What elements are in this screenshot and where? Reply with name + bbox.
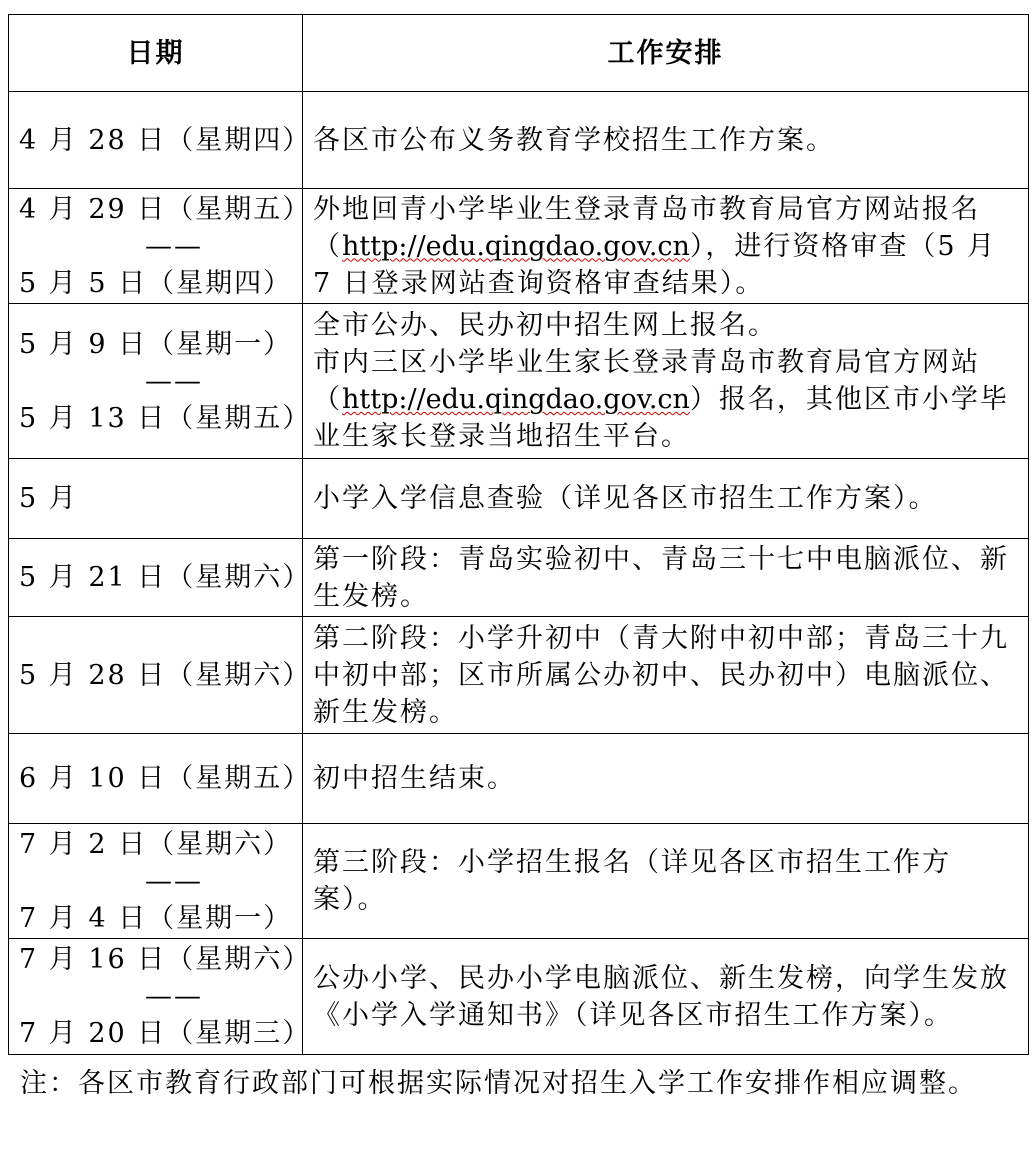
date-text: 5 月 21 日（星期六） <box>19 562 312 593</box>
date-cell <box>9 539 312 617</box>
arrangement-cell <box>303 189 1029 304</box>
arrangement-cell <box>303 939 1029 1055</box>
date-range-dash: —— <box>145 230 203 262</box>
date-start: 5 月 9 日（星期一） <box>19 328 293 360</box>
table-row <box>9 459 1029 539</box>
date-cell <box>9 92 312 189</box>
date-text: 6 月 10 日（星期五） <box>19 763 312 794</box>
table-row <box>9 92 1029 189</box>
date-cell <box>9 939 312 1055</box>
date-text: 5 月 <box>19 483 78 514</box>
header-date: 日期 <box>9 15 303 92</box>
website-url-link[interactable]: http://edu.qingdao.gov.cn <box>342 230 690 262</box>
arrangement-cell <box>303 304 1029 459</box>
date-cell <box>9 617 312 734</box>
table-row <box>9 189 1029 304</box>
date-end: 7 月 4 日（星期一） <box>19 902 293 934</box>
table-row <box>9 617 1029 734</box>
date-cell <box>9 189 312 304</box>
date-start: 7 月 2 日（星期六） <box>19 828 293 860</box>
arrangement-cell <box>303 539 1029 617</box>
arrangement-text: 第二阶段：小学升初中（青大附中初中部；青岛三十九中初中部；区市所属公办初中、民办初中）电脑派位、新生发榜。 <box>313 622 1009 728</box>
arrangement-cell <box>303 459 1029 539</box>
website-url-link[interactable]: http://edu.qingdao.gov.cn <box>342 384 690 415</box>
arrangement-text: 外地回青小学毕业生登录青岛市教育局官方网站报名 <box>313 193 980 225</box>
header-arrangement: 工作安排 <box>303 15 1029 92</box>
date-range-dash: —— <box>145 865 203 897</box>
date-cell <box>9 459 303 539</box>
arrangement-text: 第一阶段：青岛实验初中、青岛三十七中电脑派位、新生发榜。 <box>313 543 1009 612</box>
table-row <box>9 824 1029 939</box>
date-range-dash: —— <box>145 981 203 1012</box>
arrangement-text: ）报名，其他区市小学毕业生家长登录当地招生平台。 <box>313 384 1009 452</box>
date-end: 5 月 13 日（星期五） <box>19 402 312 434</box>
table-row <box>9 304 1029 459</box>
arrangement-cell <box>303 92 1029 189</box>
arrangement-text: ），进行资格审查（5 月 7 日登录网站查询资格审查结果）。 <box>313 230 997 299</box>
arrangement-text: 初中招生结束。 <box>313 763 516 794</box>
date-start: 4 月 29 日（星期五） <box>19 193 312 225</box>
date-cell <box>9 824 303 939</box>
date-cell <box>9 304 312 459</box>
arrangement-text: 第三阶段：小学招生报名（详见各区市招生工作方案）。 <box>313 847 951 915</box>
table-row <box>9 939 1029 1055</box>
date-start: 7 月 16 日（星期六） <box>19 944 312 975</box>
date-cell <box>9 734 312 824</box>
table-row <box>9 539 1029 617</box>
arrangement-text: （ <box>313 230 342 262</box>
date-end: 5 月 5 日（星期四） <box>19 267 293 299</box>
arrangement-text: 全市公办、民办初中招生网上报名。 <box>313 310 777 341</box>
arrangement-text: 公办小学、民办小学电脑派位、新生发榜，向学生发放《小学入学通知书》（详见各区市招生工作方案）。 <box>313 962 1009 1031</box>
date-text: 4 月 28 日（星期四） <box>19 124 312 156</box>
footnote: 注：各区市教育行政部门可根据实际情况对招生入学工作安排作相应调整。 <box>20 1068 977 1099</box>
table-row <box>9 734 1029 824</box>
arrangement-text: 小学入学信息查验（详见各区市招生工作方案）。 <box>313 483 938 514</box>
arrangement-cell <box>303 734 1029 824</box>
arrangement-text: 各区市公布义务教育学校招生工作方案。 <box>313 124 835 156</box>
enrollment-schedule-table <box>8 14 1029 1055</box>
arrangement-text: 市内三区小学毕业生家长登录青岛市教育局官方网站（ <box>313 347 980 415</box>
date-end: 7 月 20 日（星期三） <box>19 1018 312 1049</box>
date-text: 5 月 28 日（星期六） <box>19 659 312 691</box>
date-range-dash: —— <box>145 365 203 397</box>
arrangement-cell <box>303 617 1029 734</box>
arrangement-cell <box>303 824 1029 939</box>
header-row <box>9 15 1029 92</box>
